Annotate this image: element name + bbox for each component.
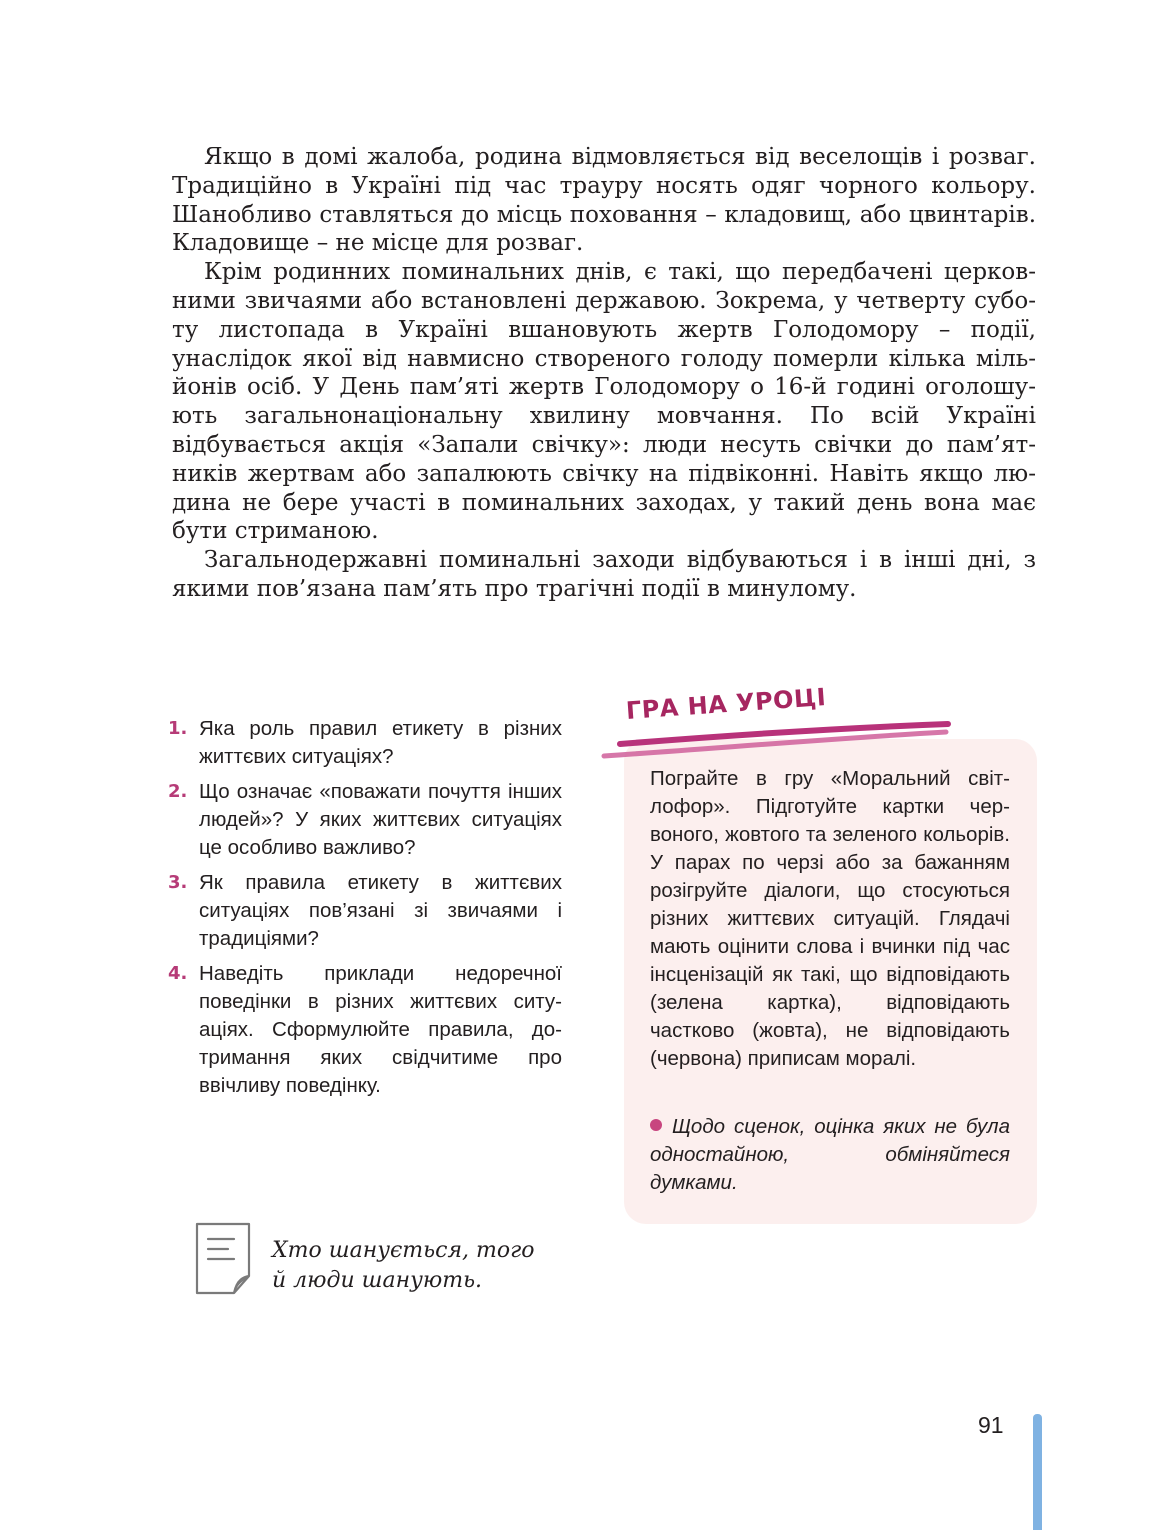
question-text: Яка роль правил етикету в різних життєвих ситуаціях?: [199, 717, 562, 768]
paragraph-3: Загальнодержавні поминальні заходи відбуваються і в інші дні, з якими пов’язана пам’ять про трагічні події в минулому.: [172, 547, 1036, 602]
proverb-line-1: Хто шанується, того: [272, 1238, 535, 1263]
game-note-text: Щодо сценок, оцінка яких не була одностайною, обміняйтеся думками.: [650, 1115, 1010, 1194]
game-note: [650, 1113, 1010, 1197]
paragraph-1: Якщо в домі жалоба, родина відмовляється від веселощів і розваг. Традиційно в Україні під час трауру носять одяг чорного кольору. Шанобливо ставляться до місць поховання – кладовищ, або цвинтарів. Кладовище – не місце для розваг.: [172, 144, 1036, 257]
paragraph-2: Крім родинних поминальних днів, є такі, що передбачені церковними звичаями або встановлені державою. Зокрема, у четверту суботу листопада в Україні вшановують жертв Голодомору – події, унаслідок якої від навмисно створеного голоду померли кілька мільйонів осіб. У День пам’яті жертв Голодомору о 16-й годині оголошують загальнонаціональну хвилину мовчання. По всій Україні відбувається акція «Запали свічку»: люди несуть свічки до пам’ятників жертвам або запалюють свічку на підвіконні. Навіть якщо людина не бере участі в поминальних заходах, у такий день вона має бути стриманою.: [172, 259, 1036, 545]
document-note-icon: [194, 1221, 256, 1297]
question-number: 4.: [168, 963, 188, 984]
question-item: [168, 715, 562, 771]
question-number: 3.: [168, 872, 188, 893]
question-text: Що означає «поважати почуття інших людей»? У яких життєвих ситуаціях це особливо важливо?: [199, 780, 562, 859]
question-item: [168, 869, 562, 953]
page-edge-bar: [1033, 1414, 1042, 1530]
questions-list: [168, 715, 562, 1107]
bullet-dot-icon: [650, 1119, 662, 1131]
proverb: [272, 1236, 572, 1296]
question-item: [168, 778, 562, 862]
question-text: Наведіть приклади недоречної поведінки в різних життєвих ситуаціях. Сформулюйте правила, дотримання яких свідчитиме про ввічливу поведінку.: [199, 962, 562, 1097]
game-instructions: Пограйте в гру «Моральний світлофор». Підготуйте картки червоного, жовтого та зеленого кольорів. У парах по черзі або за бажанням розігруйте діалоги, що стосуються різних життєвих ситуацій. Глядачі мають оцінити слова і вчинки під час інсценізацій як такі, що відповідають (зелена картка), відповідають частково (жовта), не відповідають (червона) приписам моралі.: [650, 767, 1010, 1070]
main-text: [172, 143, 1036, 604]
game-text: [650, 765, 1010, 1073]
question-item: [168, 960, 562, 1100]
question-text: Як правила етикету в життєвих ситуаціях пов’язані зі звичаями і традиціями?: [199, 871, 562, 950]
question-number: 2.: [168, 781, 188, 802]
page-number: 91: [978, 1412, 1004, 1438]
proverb-line-2: й люди шанують.: [272, 1268, 483, 1293]
title-brush-strokes: [600, 716, 960, 764]
question-number: 1.: [168, 718, 188, 739]
game-title: ГРА НА УРОЦІ: [625, 683, 828, 725]
